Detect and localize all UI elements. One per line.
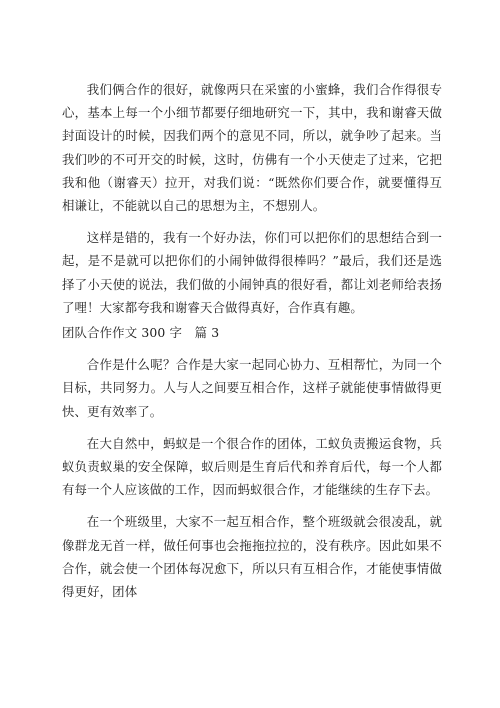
- paragraph: 在一个班级里，大家不一起互相合作，整个班级就会很凌乱，就像群龙无首一样，做任何事也会拖拖拉拉的，没有秩序。因此如果不合作，就会使一个团体每况愈下，所以只有互相合作，才能使事情做得更好，团体: [62, 514, 442, 600]
- paragraph: 合作是什么呢？合作是大家一起同心协力、互相帮忙，为同一个目标，共同努力。人与人之间要互相合作，这样子就能使事情做得更快、更有效率了。: [62, 357, 442, 419]
- document-page: [62, 78, 442, 603]
- paragraph: 我们俩合作的很好，就像两只在采蜜的小蜜蜂，我们合作得很专心，基本上每一个小细节都要仔细地研究一下，其中，我和谢睿天做封面设计的时候，因我们两个的意见不同，所以，就争吵了起来。当我们吵的不可开交的时候，这时，仿佛有一个小天使走了过来，它把我和他（谢睿天）拉开，对我们说：“既然你们要合作，就要懂得互相谦让，不能就以自己的思想为主，不想别人。: [62, 82, 442, 214]
- section-heading: 团队合作作文 300 字 篇 3: [62, 325, 220, 341]
- paragraph: 这样是错的，我有一个好办法，你们可以把你们的思想结合到一起，是不是就可以把你们的小闹钟做得很棒吗？”最后，我们还是选择了小天使的说法，我们做的小闹钟真的很好看，都让刘老师给表扬了哩！大家都夸我和谢睿天合做得真好，合作真有趣。: [62, 230, 442, 315]
- paragraph: 在大自然中，蚂蚁是一个很合作的团体，工蚁负责搬运食物，兵蚁负责蚁巢的安全保障，蚁后则是生育后代和养育后代，每一个人都有每一个人应该做的工作，因而蚂蚁很合作，才能继续的生存下去。: [62, 435, 442, 498]
